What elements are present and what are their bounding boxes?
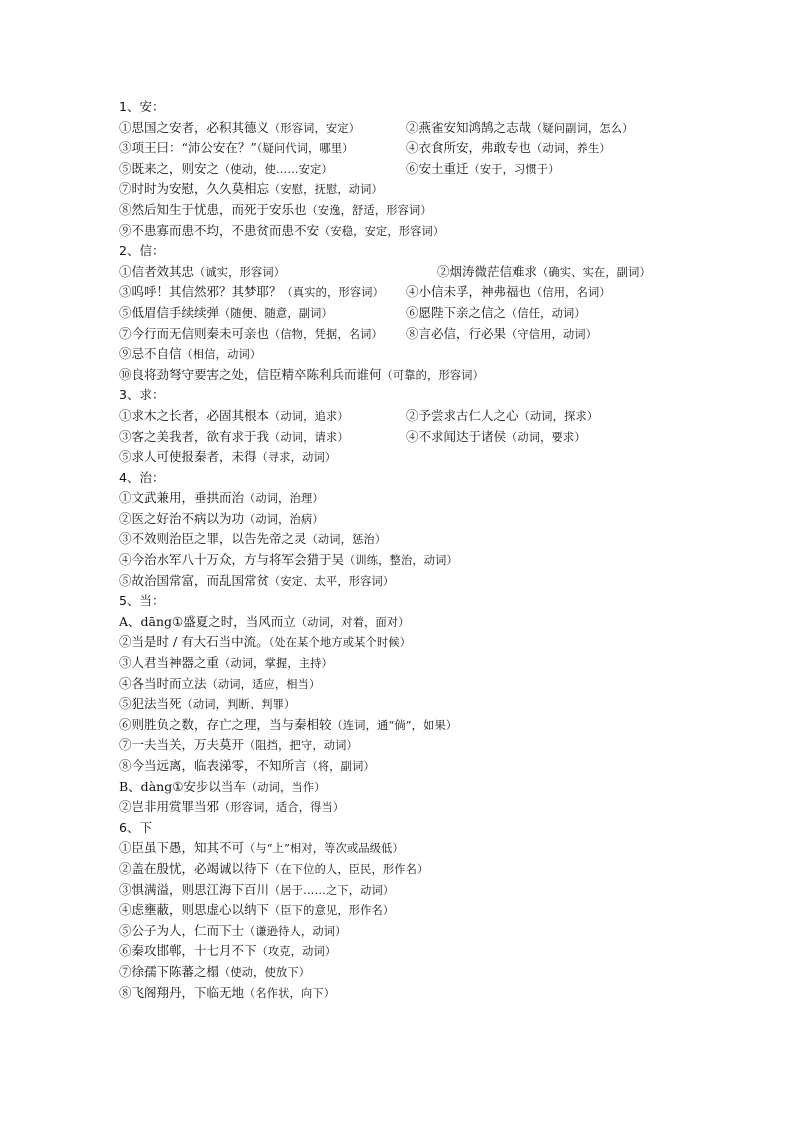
entry-annotation: （将，副词）: [306, 760, 375, 773]
entry-text: ⑦徐孺下陈蕃之榻: [119, 963, 220, 979]
entry-item: [119, 427, 406, 448]
entry-item: [119, 550, 458, 571]
entry-item: [406, 159, 560, 180]
entry-annotation: （攻克，动词）: [256, 945, 337, 959]
entry-text: ④不求闻达于诸侯: [406, 428, 507, 444]
entry-annotation: （可靠的，形容词）: [381, 368, 485, 382]
entry-annotation: （动词，养生）: [531, 142, 611, 156]
entry-text: ③呜呼！其信然邪？其梦耶？: [119, 284, 282, 300]
entry-item: [119, 447, 336, 468]
entry-item: [406, 324, 597, 345]
entry-text: ⑤求人可使报秦者，未得: [119, 449, 257, 465]
entry-item: [119, 138, 406, 159]
entry-text: ⑧然后知生于忧患，而死于安乐也: [119, 201, 307, 217]
entry-text: ①文武兼用，垂拱而治: [119, 490, 245, 506]
entry-item: [119, 653, 333, 674]
entry-item: [437, 262, 651, 283]
entry-text: ②盖在殷忧，必竭诚以待下: [119, 860, 270, 876]
entry-line: [119, 406, 689, 427]
entry-annotation: （确实、实在，副词）: [537, 265, 651, 279]
entry-item: [119, 282, 406, 303]
entry-item: [406, 427, 586, 448]
entry-item: [119, 262, 437, 283]
entry-annotation: （臣下的意见，形作名）: [269, 904, 395, 918]
entry-text: ⑥秦攻邯郸，十七月不下: [119, 943, 257, 959]
entry-annotation: （安逸，舒适，形容词）: [306, 203, 432, 217]
entry-item: [119, 880, 394, 901]
entry-annotation: （动词，请求）: [269, 430, 349, 444]
entry-text: ⑤既来之，则安之: [119, 160, 220, 176]
entry-line: [119, 921, 689, 942]
entry-annotation: （使动，使……安定）: [219, 162, 333, 176]
entry-item: [406, 138, 611, 159]
entry-text: ⑥愿陛下亲之信之: [406, 304, 507, 320]
entry-text: ①思国之安者，必积其德义: [119, 119, 270, 135]
entry-text: A、dāng①盛夏之时，当风而立: [119, 613, 296, 629]
entry-line: [119, 324, 689, 345]
entry-annotation: （动词，治病）: [244, 512, 324, 526]
entry-line: [119, 365, 689, 386]
entry-line: [119, 941, 689, 962]
entry-line: [119, 529, 689, 550]
entry-text: ⑥则胜负之数，存亡之理，当与秦相较: [119, 716, 332, 732]
entry-item: [119, 159, 406, 180]
section-heading: 5、当：: [119, 593, 165, 609]
entry-annotation: （安慰，抚慰，动词）: [269, 183, 383, 197]
entry-annotation: （动词，对着，面对）: [295, 615, 410, 629]
entry-annotation: （信用，名词）: [531, 286, 611, 300]
entry-text: ⑦时时为安慰，久久莫相忘: [119, 181, 270, 197]
entry-item: [119, 612, 410, 633]
entry-line: [119, 880, 689, 901]
entry-text: ⑤犯法当死: [119, 696, 182, 712]
entry-item: [119, 983, 335, 1004]
entry-annotation: （居于……之下，动词）: [269, 883, 395, 897]
entry-annotation: （动词，治理）: [244, 492, 324, 506]
entry-annotation: （信任，动词）: [506, 306, 586, 320]
entry-line: [119, 859, 689, 880]
entry-line: [119, 221, 689, 242]
entry-text: ②医之好治不病以为功: [119, 510, 245, 526]
document-body: [119, 97, 689, 1003]
entry-annotation: （动词，惩治）: [306, 533, 387, 547]
entry-text: ⑨不患寡而患不均，不患贫而患不安: [119, 222, 320, 238]
entry-annotation: （动词，判断、判罪）: [181, 698, 296, 712]
entry-text: ⑦今行而无信则秦未可亲也: [119, 325, 270, 341]
entry-line: [119, 447, 689, 468]
entry-annotation: （阻挡，把守，动词）: [244, 739, 358, 753]
entry-text: ③客之美我者，欲有求于我: [119, 428, 270, 444]
entry-annotation: （动词，要求）: [506, 430, 586, 444]
entry-item: [119, 838, 404, 859]
entry-annotation: （名作状，向下）: [244, 986, 336, 1000]
entry-line: [119, 653, 689, 674]
entry-line: [119, 983, 689, 1004]
entry-annotation: （疑问代词，哪里）: [256, 142, 354, 156]
entry-line: [119, 509, 689, 530]
entry-item: [406, 303, 586, 324]
entry-text: B、dàng①安步以当车: [119, 778, 246, 794]
entry-line: [119, 735, 689, 756]
entry-line: [119, 488, 689, 509]
entry-text: ④各当时而立法: [119, 675, 207, 691]
entry-annotation: （形容词，适合，得当）: [219, 801, 345, 815]
entry-item: [119, 756, 375, 777]
entry-annotation: （处在某个地方或某个时候）: [268, 636, 412, 650]
entry-annotation: （相信，动词）: [181, 348, 262, 362]
entry-item: [406, 118, 634, 139]
entry-item: [119, 324, 406, 345]
entry-text: ④小信未孚，神弗福也: [406, 284, 532, 300]
entry-annotation: （动词，适应，相当）: [206, 677, 321, 691]
entry-annotation: （动词，追求）: [269, 409, 349, 423]
section-heading: 3、求：: [119, 387, 165, 403]
entry-line: [119, 632, 689, 653]
entry-text: ③项王曰：“沛公安在？”: [119, 140, 257, 156]
entry-item: [119, 962, 310, 983]
entry-line: [119, 962, 689, 983]
entry-line: [119, 715, 689, 736]
entry-text: ⑤公子为人，仁而下士: [119, 922, 245, 938]
entry-item: [119, 694, 295, 715]
entry-item: [119, 921, 347, 942]
entry-line: [119, 694, 689, 715]
entry-annotation: （动词，掌握，主持）: [219, 657, 333, 671]
entry-item: [119, 179, 383, 200]
entry-annotation: （在下位的人，臣民，形作名）: [269, 862, 429, 876]
entry-line: [119, 344, 689, 365]
entry-text: ⑧今当远离，临表涕零，不知所言: [119, 758, 307, 773]
entry-annotation: （谦逊待人，动词）: [244, 924, 347, 938]
entry-line: [119, 756, 689, 777]
entry-line: [119, 797, 689, 818]
entry-line: [119, 200, 689, 221]
entry-annotation: （安稳，安定，形容词）: [319, 224, 445, 238]
section-heading: 4、治：: [119, 469, 165, 485]
entry-item: [119, 859, 428, 880]
entry-line: [119, 550, 689, 571]
entry-annotation: （诚实，形容词）: [194, 265, 286, 279]
entry-line: [119, 179, 689, 200]
entry-item: [119, 344, 261, 365]
entry-line: [119, 282, 689, 303]
entry-annotation: （动词，当作）: [245, 780, 326, 794]
section-heading: 1、安：: [119, 99, 165, 114]
entry-item: [406, 406, 598, 427]
entry-text: ①求木之长者，必固其根本: [119, 407, 270, 423]
entry-item: [119, 406, 406, 427]
entry-item: [119, 488, 324, 509]
entry-line: [119, 612, 689, 633]
entry-text: ⑥安土重迁: [406, 160, 469, 176]
entry-item: [119, 715, 457, 736]
entry-text: ⑤低眉信手续续弹: [119, 304, 220, 320]
entry-annotation: （安于，习惯于）: [468, 162, 560, 176]
entry-item: [119, 900, 394, 921]
entry-text: ③不效则治臣之罪，以告先帝之灵: [119, 531, 307, 547]
entry-annotation: （与“上”相对，等次或品级低）: [244, 842, 404, 856]
entry-line: [119, 118, 689, 139]
entry-item: [119, 777, 326, 798]
entry-item: [119, 221, 444, 242]
entry-annotation: （守信用，动词）: [506, 327, 598, 341]
entry-text: ⑧飞阁翔丹，下临无地: [119, 984, 245, 1000]
entry-text: ⑨忌不自信: [119, 346, 182, 362]
entry-annotation: （使动，使放下）: [219, 965, 311, 979]
entry-text: ⑤故治国常富，而乱国常贫: [119, 572, 270, 588]
entry-text: ④虑壅蔽，则思虚心以纳下: [119, 902, 270, 918]
entry-annotation: （连词，通“倘”，如果）: [331, 718, 458, 732]
entry-annotation: （形容词，安定）: [269, 121, 361, 135]
entry-line: [119, 262, 689, 283]
entry-item: [119, 941, 336, 962]
entry-item: [119, 118, 406, 139]
entry-line: [119, 900, 689, 921]
entry-text: ②燕雀安知鸿鹄之志哉: [406, 119, 532, 135]
entry-annotation: （训练，整治，动词）: [344, 554, 458, 568]
entry-item: [406, 282, 611, 303]
entry-text: ②烟涛微茫信难求: [437, 263, 538, 279]
entry-line: [119, 427, 689, 448]
entry-annotation: （安定、太平，形容词）: [269, 574, 395, 588]
entry-line: [119, 777, 689, 798]
entry-item: [119, 797, 344, 818]
entry-line: [119, 159, 689, 180]
entry-text: ⑧言必信，行必果: [406, 325, 507, 341]
entry-line: [119, 571, 689, 592]
entry-text: ⑩良将劲弩守要害之处，信臣精卒陈利兵而谁何: [119, 366, 382, 382]
entry-text: ④衣食所安，弗敢专也: [406, 140, 532, 156]
entry-text: ⑦一夫当关，万夫莫开: [119, 737, 245, 753]
entry-item: [119, 632, 411, 653]
entry-text: ②岂非用赏罪当邪: [119, 799, 220, 815]
entry-item: [119, 509, 324, 530]
entry-annotation: （真实的，形容词）: [281, 286, 385, 300]
entry-item: [119, 529, 386, 550]
entry-line: [119, 674, 689, 695]
entry-item: [119, 674, 320, 695]
entry-text: ③人君当神器之重: [119, 655, 220, 671]
entry-line: [119, 303, 689, 324]
entry-annotation: （信物，凭据，名词）: [269, 327, 383, 341]
entry-text: ④今治水军八十万众，方与将军会猎于吴: [119, 552, 345, 568]
entry-annotation: （动词，探求）: [518, 409, 599, 423]
entry-text: ③惧满溢，则思江海下百川: [119, 881, 270, 897]
entry-text: ①信者效其忠: [119, 263, 195, 279]
entry-annotation: （随便、随意，副词）: [219, 306, 333, 320]
entry-line: [119, 138, 689, 159]
section-heading: 2、信：: [119, 243, 165, 259]
entry-text: ②当是时 / 有大石当中流。: [119, 634, 269, 650]
entry-item: [119, 365, 484, 386]
entry-item: [119, 735, 358, 756]
entry-annotation: （疑问副词，怎么）: [531, 121, 634, 135]
entry-item: [119, 571, 394, 592]
section-heading: 6、下: [119, 819, 152, 835]
entry-item: [119, 303, 406, 324]
entry-text: ①臣虽下愚，知其不可: [119, 840, 245, 856]
entry-line: [119, 838, 689, 859]
entry-annotation: （寻求，动词）: [256, 451, 337, 465]
entry-item: [119, 200, 432, 221]
entry-text: ②予尝求古仁人之心: [406, 407, 519, 423]
